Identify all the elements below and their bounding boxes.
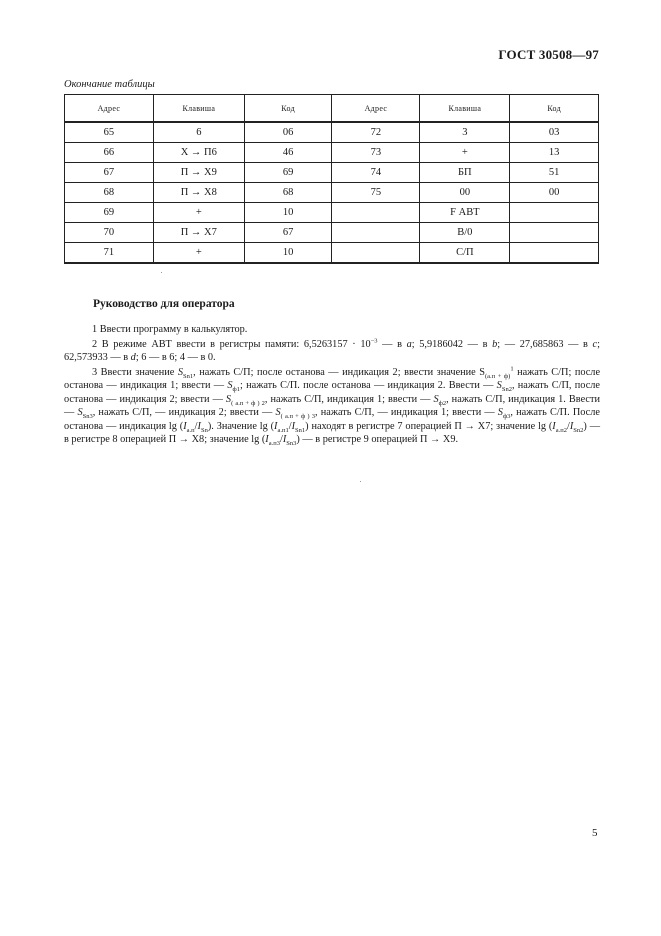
table-cell: 74 bbox=[332, 163, 420, 183]
table-cell: 6 bbox=[153, 122, 244, 143]
instruction-step-1: 1 Ввести программу в калькулятор. bbox=[92, 324, 248, 335]
table-cell: 00 bbox=[420, 183, 510, 203]
table-cell: 73 bbox=[332, 143, 420, 163]
table-cell: 10 bbox=[244, 203, 332, 223]
scan-speck bbox=[161, 272, 162, 273]
table-cell: X → П6 bbox=[153, 143, 244, 163]
table-cell: 13 bbox=[510, 143, 599, 163]
table-cell: 46 bbox=[244, 143, 332, 163]
table-cell: + bbox=[153, 243, 244, 264]
table-cell: + bbox=[420, 143, 510, 163]
instruction-step-2: 2 В режиме АВТ ввести в регистры памяти: $6,5263157 \cdot 10^{-3}$ — в a; 5,9186042 — в b; — 27,685863 — в c; 62,573933 — в d; 6 — в 6; 4 — в 0. bbox=[64, 337, 600, 363]
scan-speck bbox=[360, 481, 361, 482]
table-cell: 68 bbox=[65, 183, 154, 203]
page-number: 5 bbox=[592, 827, 598, 839]
table-cell: 66 bbox=[65, 143, 154, 163]
table-cell: 70 bbox=[65, 223, 154, 243]
header-key-1: Клавиша bbox=[153, 95, 244, 123]
table-cell: С/П bbox=[420, 243, 510, 264]
program-table bbox=[64, 94, 599, 264]
table-cell: П → X8 bbox=[153, 183, 244, 203]
table-cell: 69 bbox=[65, 203, 154, 223]
table-cell: 69 bbox=[244, 163, 332, 183]
table-cell: В/0 bbox=[420, 223, 510, 243]
header-code-2: Код bbox=[510, 95, 599, 123]
table-cell: 72 bbox=[332, 122, 420, 143]
table-cell bbox=[510, 223, 599, 243]
table-cell: 67 bbox=[65, 163, 154, 183]
table-cell: 10 bbox=[244, 243, 332, 264]
table-cell: 75 bbox=[332, 183, 420, 203]
table-cell bbox=[332, 243, 420, 264]
table-row bbox=[65, 183, 599, 203]
table-cell: 03 bbox=[510, 122, 599, 143]
table-cell bbox=[510, 203, 599, 223]
table-cell: F АВТ bbox=[420, 203, 510, 223]
table-cell: 3 bbox=[420, 122, 510, 143]
table-row bbox=[65, 122, 599, 143]
table-cell: БП bbox=[420, 163, 510, 183]
table-cell: 67 bbox=[244, 223, 332, 243]
header-code-1: Код bbox=[244, 95, 332, 123]
table-row bbox=[65, 243, 599, 264]
table-row bbox=[65, 163, 599, 183]
table-caption: Окончание таблицы bbox=[64, 79, 155, 90]
table-cell: П → X7 bbox=[153, 223, 244, 243]
instruction-step-3: 3 Ввести значение $S_{Sn1}$, нажать С/П; после останова — индикация 2; ввести значение $S_{(a.п + ф)}^1$ нажать С/П; после останова — индикация 1; ввести — $S_{ф1}$; нажать С/П. после останова — индикация 2. Ввести — $S_{Sn2}$, нажать С/П, после останова — индикация 2; ввести — $S_{( a.п + ф ) 2}$, нажать С/П, индикация 1; ввести — $S_{ф2}$, нажать С/П, индикация 1. Ввести — $S_{Sn3}$, нажать С/П, — индикация 2; ввести — $S_{( a.п + ф ) 3}$, нажать С/П, — индикация 1; ввести — $S_{ф3}$, нажать С/П. После останова — индикация $\lg (I_{a.п}/I_{Sn})$. Значение $\lg (I_{a.п1}/I_{Sn1})$ находят в регистре 7 операцией П → X7; значение $\lg (I_{a.п2}/I_{Sn2})$ — в регистре 8 операцией П → X8; значение $\lg (I_{a.п3}/I_{Sn3})$ — в регистре 9 операцией П → X9. bbox=[64, 365, 601, 448]
table-cell bbox=[510, 243, 599, 264]
operator-instructions bbox=[64, 323, 600, 447]
table-row bbox=[65, 203, 599, 223]
table-cell: 71 bbox=[65, 243, 154, 264]
header-key-2: Клавиша bbox=[420, 95, 510, 123]
table-cell: 00 bbox=[510, 183, 599, 203]
table-cell bbox=[332, 223, 420, 243]
header-address-2: Адрес bbox=[332, 95, 420, 123]
table-cell: 65 bbox=[65, 122, 154, 143]
section-title: Руководство для оператора bbox=[93, 298, 235, 310]
table-cell: 68 bbox=[244, 183, 332, 203]
table-cell: + bbox=[153, 203, 244, 223]
table-row bbox=[65, 143, 599, 163]
table-header-row bbox=[65, 95, 599, 123]
table-cell: 51 bbox=[510, 163, 599, 183]
table-cell: П → X9 bbox=[153, 163, 244, 183]
table-row bbox=[65, 223, 599, 243]
table-cell bbox=[332, 203, 420, 223]
document-code: ГОСТ 30508—97 bbox=[498, 47, 599, 62]
table-cell: 06 bbox=[244, 122, 332, 143]
header-address-1: Адрес bbox=[65, 95, 154, 123]
